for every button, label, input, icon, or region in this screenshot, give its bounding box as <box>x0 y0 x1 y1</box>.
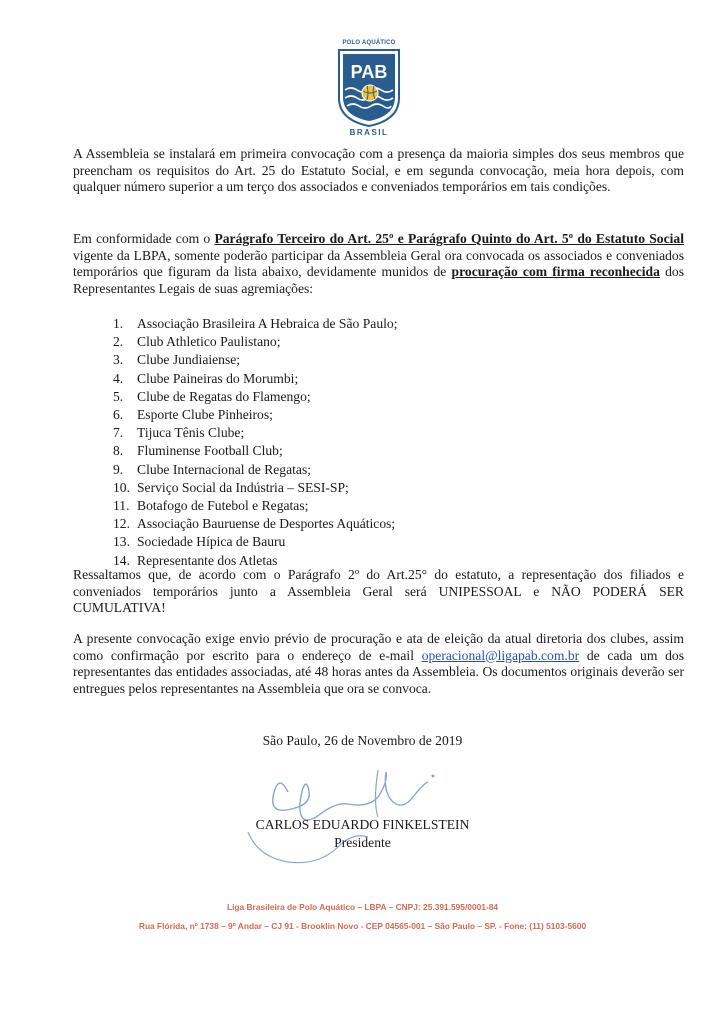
logo-top-text: POLO AQUÁTICO <box>342 40 396 46</box>
document-date: São Paulo, 26 de Novembro de 2019 <box>262 733 463 748</box>
list-item: 13. Sociedade Hípica de Bauru <box>113 534 286 550</box>
email-link[interactable]: operacional@ligapab.com.br <box>421 647 580 663</box>
clubs-list <box>113 315 397 570</box>
list-item: 7. Tijuca Tênis Clube; <box>113 425 245 441</box>
list-item: 11. Botafogo de Futebol e Regatas; <box>113 498 309 514</box>
footer-org-line: Liga Brasileira de Polo Aquático – LBPA – CNPJ: 25.391.595/0001-84 <box>226 902 499 912</box>
notarized-proxy-requirement: procuração com firma reconhecida <box>451 264 660 280</box>
pab-shield-icon <box>337 48 401 128</box>
paragraph-conformity <box>73 231 684 297</box>
pab-logo <box>332 40 406 140</box>
p2-text-c: vigente da LBPA, somente poderão participar da Assembleia Geral ora convocada os associados e conveniados temporários que figuram da lista abaixo, devidamente munidos de <box>73 247 684 280</box>
signatory-title: Presidente <box>334 835 391 850</box>
statute-reference: Parágrafo Terceiro do Art. 25º e Parágrafo Quinto do Art. 5º do Estatuto Social <box>214 231 684 246</box>
paragraph-installation: A Assembleia se instalará em primeira convocação com a presença da maioria simples dos seus membros que preencham os requisitos do Art. 25 do Estatuto Social, e em segunda convocação, meia hora depois, com qualquer número superior a um terço dos associados e conveniados temporários em tais condições. <box>73 146 684 195</box>
p2-text-a: Em conformidade com o <box>73 231 215 246</box>
list-item: 10. Serviço Social da Indústria – SESI-SP; <box>113 479 349 495</box>
paragraph-representation: Ressaltamos que, de acordo com o Parágrafo 2º do Art.25° do estatuto, a representação dos filiados e conveniados temporários junto a Assembleia Geral será UNIPESSOAL e NÃO PODERÁ SER CUMULATIVA! <box>73 567 684 616</box>
list-item: 12. Associação Bauruense de Desportes Aquáticos; <box>113 516 396 532</box>
list-item: 4. Clube Paineiras do Morumbi; <box>113 370 299 386</box>
list-item: 8. Fluminense Football Club; <box>113 443 283 459</box>
list-item: 1. Associação Brasileira A Hebraica de São Paulo; <box>113 316 398 331</box>
list-item: 14. Representante dos Atletas <box>113 552 278 568</box>
logo-bottom-text: BRASIL <box>349 128 389 137</box>
paragraph-requirements: A presente convocação exige envio prévio de procuração e ata de eleição da atual diretoria dos clubes, assim como confirmação por escrito para o endereço de e-mail operacional@ligapab.com.br de cada um dos representantes das entidades associadas, até 48 horas antes da Assembleia. Os documentos originais deverão ser entregues pelos representantes na Assembleia que ora se convoca. <box>73 631 684 696</box>
list-item: 3. Clube Jundiaiense; <box>113 352 241 368</box>
list-item: 5. Clube de Regatas do Flamengo; <box>113 388 311 404</box>
list-item: 2. Club Athletico Paulistano; <box>113 334 281 350</box>
logo-abbr: PAB <box>350 62 388 82</box>
list-item: 9. Clube Internacional de Regatas; <box>113 461 312 477</box>
signatory-name: CARLOS EDUARDO FINKELSTEIN <box>255 817 470 832</box>
p2-text-e: dos Representantes Legais de suas agremiações: <box>73 264 684 296</box>
list-item: 6. Esporte Clube Pinheiros; <box>113 407 273 423</box>
footer-address-line: Rua Flórida, nº 1738 – 9º Andar – CJ 91 - Brooklin Novo - CEP 04565-001 – São Paulo – SP. - Fone: (11) 5103-5600 <box>138 921 587 931</box>
